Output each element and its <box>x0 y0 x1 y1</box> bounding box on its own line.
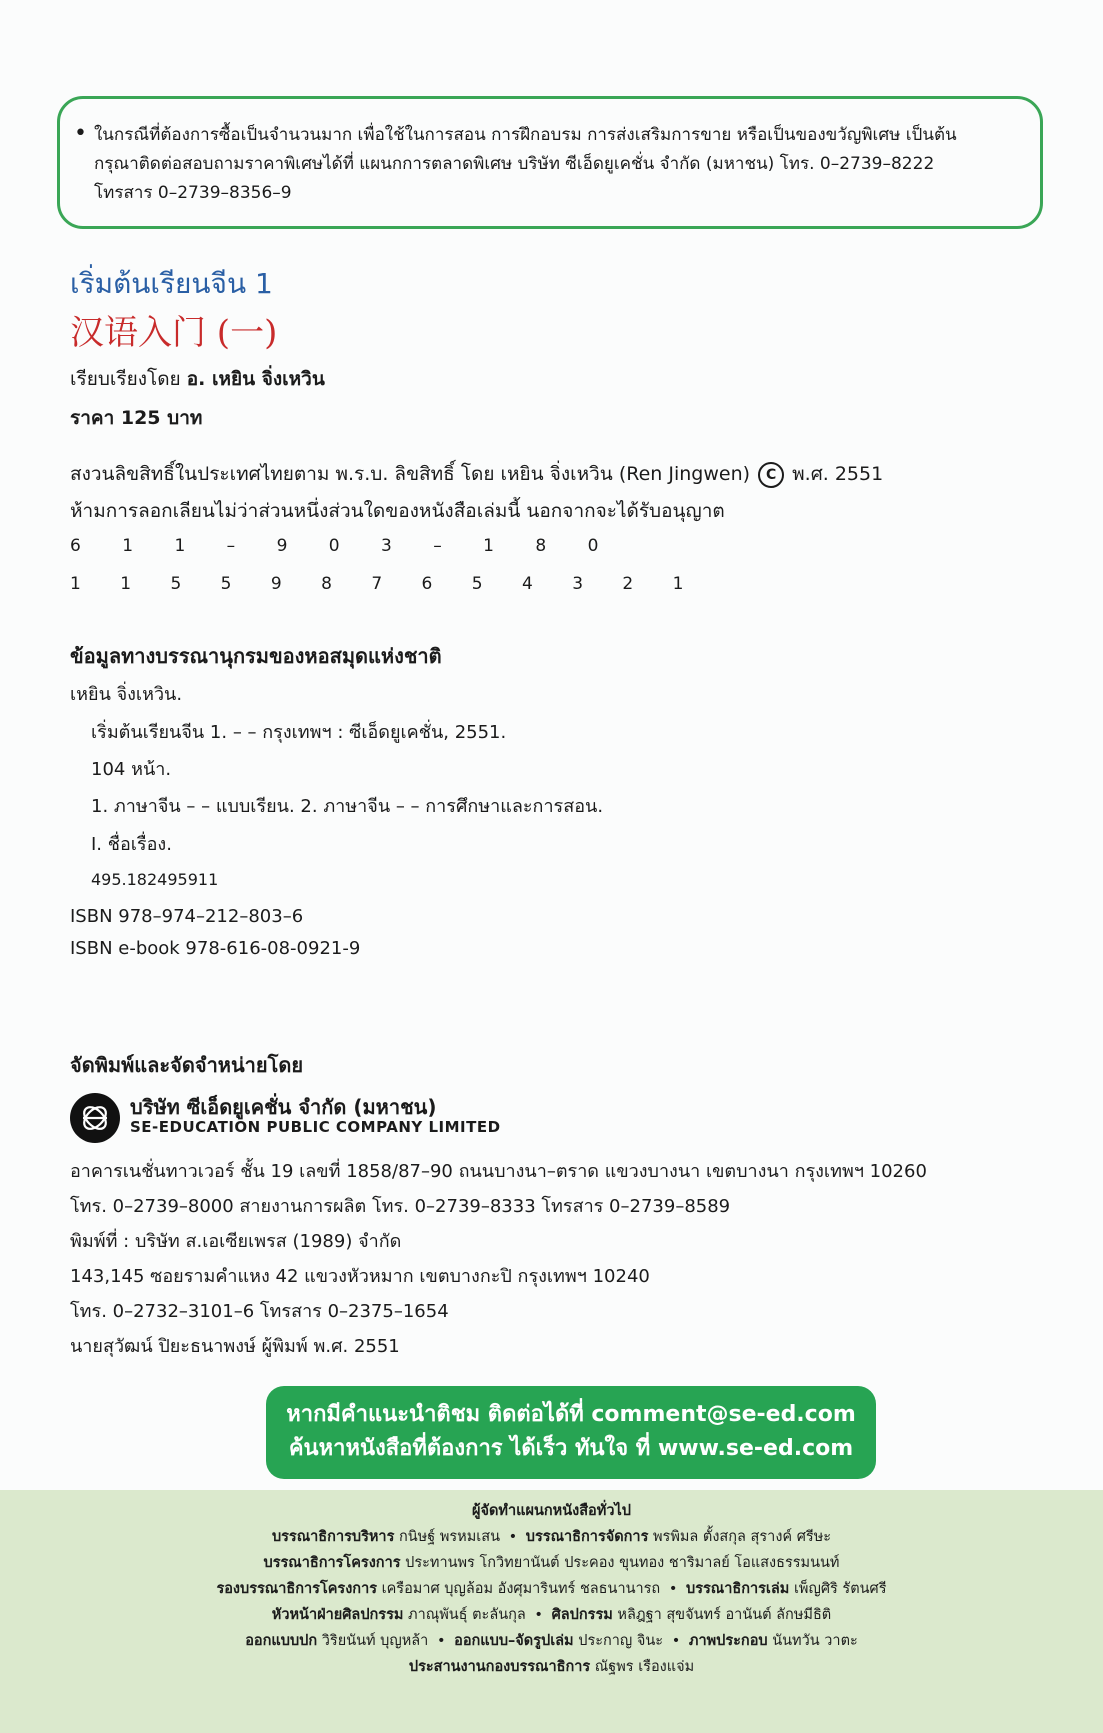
credits-row-3: รองบรรณาธิการโครงการ เครือมาศ บุญล้อม อังศุมารินทร์ ชลธนานารถ • บรรณาธิการเล่ม เพ็ญศิริ รัตนศรี <box>216 1581 887 1597</box>
catalog-class-number: 495.182495911 <box>91 870 219 889</box>
catalog-pages: 104 หน้า. <box>91 759 172 780</box>
credits-row-2: บรรณาธิการโครงการ ประทานพร โกวิทยานันต์ ประคอง ขุนทอง ชาริมาลย์ โอแสงธรรมนนท์ <box>263 1555 840 1571</box>
notice-line-3: โทรสาร 0–2739–8356–9 <box>94 183 292 203</box>
contact-line-1: หากมีคำแนะนำติชม ติดต่อได้ที่ comment@se-ed.com <box>286 1402 856 1427</box>
credits-heading: ผู้จัดทำแผนกหนังสือทั่วไป <box>472 1503 631 1519</box>
printer-name: พิมพ์ที่ : บริษัท ส.เอเซียเพรส (1989) จำกัด <box>70 1231 402 1252</box>
publisher-phones: โทร. 0–2739–8000 สายงานการผลิต โทร. 0–2739–8333 โทรสาร 0–2739–8589 <box>70 1196 731 1217</box>
separator-bullet-icon: • <box>436 1633 446 1649</box>
notice-line-2: กรุณาติดต่อสอบถามราคาพิเศษได้ที่ แผนกการตลาดพิเศษ บริษัท ซีเอ็ดยูเคชั่น จำกัด (มหาชน) โทร. 0–2739–8222 <box>94 154 935 174</box>
copyright-text: สงวนลิขสิทธิ์ในประเทศไทยตาม พ.ร.บ. ลิขสิทธิ์ โดย เหยิน จิ่งเหวิน (Ren Jingwen) <box>70 463 751 485</box>
book-title-thai: เริ่มต้นเรียนจีน 1 <box>70 267 273 300</box>
credits-row-5: ออกแบบปก วิริยนันท์ บุญหล้า • ออกแบบ–จัดรูปเล่ม ประกาญ จินะ • ภาพประกอบ นันทวัน วาตะ <box>245 1633 858 1649</box>
catalog-heading: ข้อมูลทางบรรณานุกรมของหอสมุดแห่งชาติ <box>70 644 442 668</box>
company-name-thai: บริษัท ซีเอ็ดยูเคชั่น จำกัด (มหาชน) <box>130 1095 437 1119</box>
separator-bullet-icon: • <box>668 1581 678 1597</box>
publisher-address: อาคารเนชั่นทาวเวอร์ ชั้น 19 เลขที่ 1858/87–90 ถนนบางนา–ตราด แขวงบางนา เขตบางนา กรุงเทพฯ 10260 <box>70 1161 927 1182</box>
compiled-author: อ. เหยิน จิ่งเหวิน <box>186 368 325 390</box>
copyright-line-2: ห้ามการลอกเลียนไม่ว่าส่วนหนึ่งส่วนใดของหนังสือเล่มนี้ นอกจากจะได้รับอนุญาต <box>70 500 725 522</box>
credits-panel <box>0 1490 1103 1733</box>
copyright-icon: C <box>758 462 784 488</box>
credits-row-4: หัวหน้าฝ่ายศิลปกรรม ภาณุพันธุ์ ตะลันกุล • ศิลปกรรม หลิฎฐา สุขจันทร์ อานันต์ ลักษมีธิติ <box>271 1607 832 1623</box>
isbn-ebook: ISBN e-book 978-616-08-0921-9 <box>70 938 361 959</box>
printer-address: 143,145 ซอยรามคำแหง 42 แขวงหัวหมาก เขตบางกะปิ กรุงเทพฯ 10240 <box>70 1266 650 1287</box>
catalog-author: เหยิน จิ่งเหวิน. <box>70 684 183 705</box>
company-name-english: SE-EDUCATION PUBLIC COMPANY LIMITED <box>130 1118 501 1136</box>
print-code-2: 1 1 5 5 9 8 7 6 5 4 3 2 1 <box>70 574 701 594</box>
catalog-subjects: 1. ภาษาจีน – – แบบเรียน. 2. ภาษาจีน – – การศึกษาและการสอน. <box>91 796 604 817</box>
compiled-label: เรียบเรียงโดย <box>70 368 181 390</box>
catalog-title-entry: I. ชื่อเรื่อง. <box>91 834 172 855</box>
printer-phones: โทร. 0–2732–3101–6 โทรสาร 0–2375–1654 <box>70 1301 449 1322</box>
separator-bullet-icon: • <box>671 1633 681 1649</box>
separator-bullet-icon: • <box>508 1529 518 1545</box>
contact-banner <box>266 1386 876 1479</box>
catalog-title: เริ่มต้นเรียนจีน 1. – – กรุงเทพฯ : ซีเอ็ดยูเคชั่น, 2551. <box>91 722 507 743</box>
credits-row-1: บรรณาธิการบริหาร กนิษฐ์ พรหมเสน • บรรณาธิการจัดการ พรพิมล ตั้งสกุล สุรางค์ ศรีษะ <box>271 1529 832 1545</box>
credits-row-6: ประสานงานกองบรรณาธิการ ณัฐพร เรืองแจ่ม <box>408 1659 695 1675</box>
se-ed-logo-icon <box>70 1093 120 1143</box>
copyright-line-1 <box>70 459 883 489</box>
print-code-1: 6 1 1 – 9 0 3 – 1 8 0 <box>70 536 617 556</box>
book-title-chinese: 汉语入门 (一) <box>70 313 278 353</box>
publisher-line: นายสุวัฒน์ ปิยะธนาพงษ์ ผู้พิมพ์ พ.ศ. 2551 <box>70 1336 400 1357</box>
separator-bullet-icon: • <box>534 1607 543 1623</box>
bullet-icon: • <box>74 121 87 146</box>
publisher-heading: จัดพิมพ์และจัดจำหน่ายโดย <box>70 1053 304 1077</box>
contact-line-2: ค้นหาหนังสือที่ต้องการ ได้เร็ว ทันใจ ที่ www.se-ed.com <box>288 1436 854 1461</box>
notice-line-1: ในกรณีที่ต้องการซื้อเป็นจำนวนมาก เพื่อใช้ในการสอน การฝึกอบรม การส่งเสริมการขาย หรือเป็นของขวัญพิเศษ เป็นต้น <box>94 125 957 145</box>
copyright-year: พ.ศ. 2551 <box>792 463 884 485</box>
book-price: ราคา 125 บาท <box>70 407 203 429</box>
bulk-order-notice <box>57 96 1043 229</box>
compiled-by <box>70 364 325 394</box>
isbn: ISBN 978–974–212–803–6 <box>70 906 304 927</box>
